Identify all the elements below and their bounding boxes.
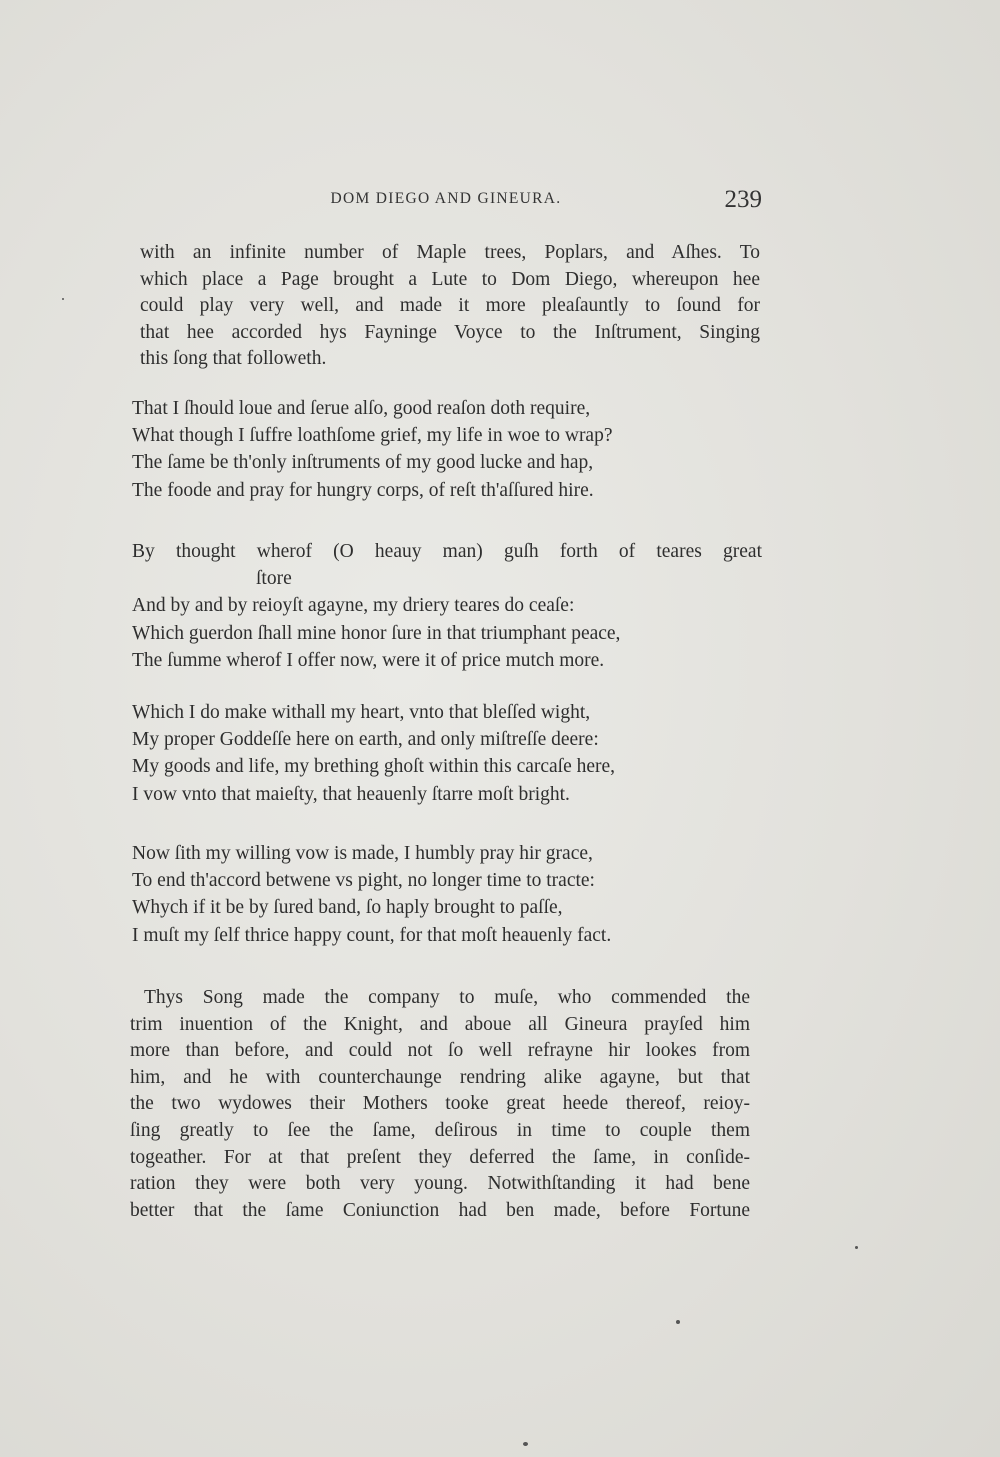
page-number: 239 <box>724 186 762 213</box>
prose-line: better that the ſame Coniunction had ben made, before Fortune <box>130 1199 750 1221</box>
prose-line: him, and he with counterchaunge rendring alike agayne, but that <box>130 1066 750 1088</box>
verse-line: My goods and life, my brething ghoſt within this carcaſe here, <box>132 756 616 778</box>
prose-line: this ſong that followeth. <box>140 348 327 370</box>
song-stanza-3 <box>132 699 762 808</box>
verse-line: Which guerdon ſhall mine honor ſure in that triumphant peace, <box>132 622 621 644</box>
prose-line: that hee accorded hys Fayninge Voyce to the Inſtrument, Singing <box>140 321 760 343</box>
prose-line: which place a Page brought a Lute to Dom Diego, whereupon hee <box>140 268 760 290</box>
prose-line: more than before, and could not ſo well refrayne hir lookes from <box>130 1040 750 1062</box>
verse-line: By thought wherof (O heauy man) guſh forth of teares great <box>132 541 762 562</box>
prose-line: ſing greatly to ſee the ſame, deſirous in time to couple them <box>130 1119 750 1141</box>
paper-speck <box>62 298 64 300</box>
opening-paragraph <box>140 240 760 373</box>
verse-line: That I ſhould loue and ſerue alſo, good reaſon doth require, <box>132 398 591 419</box>
verse-line: I vow vnto that maieſty, that heauenly ſtarre moſt bright. <box>132 783 570 805</box>
verse-line: Whych if it be by ſured band, ſo haply brought to paſſe, <box>132 897 563 919</box>
verse-line: The ſame be th'only inſtruments of my good lucke and hap, <box>132 452 594 474</box>
prose-line: togeather. For at that preſent they deferred the ſame, in conſide- <box>130 1146 750 1168</box>
prose-line: could play very well, and made it more pleaſauntly to ſound for <box>140 295 760 317</box>
song-stanza-2 <box>132 538 762 674</box>
verse-line: Now ſith my willing vow is made, I humbly pray hir grace, <box>132 843 593 864</box>
verse-line: The foode and pray for hungry corps, of reſt th'aſſured hire. <box>132 479 594 501</box>
verse-line: Which I do make withall my heart, vnto that bleſſed wight, <box>132 702 591 723</box>
paper-speck <box>855 1246 858 1249</box>
song-stanza-1 <box>132 395 762 504</box>
running-head: DOM DIEGO AND GINEURA. <box>330 190 562 207</box>
verse-line: What though I ſuffre loathſome grief, my life in woe to wrap? <box>132 425 613 447</box>
closing-paragraph <box>130 985 750 1224</box>
prose-line: the two wydowes their Mothers tooke great heede thereof, reioy- <box>130 1093 750 1115</box>
prose-line: Thys Song made the company to muſe, who commended the <box>144 987 750 1008</box>
paper-speck <box>523 1442 528 1446</box>
song-stanza-4 <box>132 840 762 949</box>
verse-line: The ſumme wherof I offer now, were it of price mutch more. <box>132 649 605 671</box>
page-header <box>130 186 762 226</box>
verse-line: To end th'accord betwene vs pight, no longer time to tracte: <box>132 870 595 892</box>
verse-line: My proper Goddeſſe here on earth, and only miſtreſſe deere: <box>132 729 599 751</box>
prose-line: ration they were both very young. Notwithſtanding it had bene <box>130 1173 750 1195</box>
verse-line: And by and by reioyſt agayne, my driery teares do ceaſe: <box>132 595 575 617</box>
prose-line: with an infinite number of Maple trees, Poplars, and Aſhes. To <box>140 242 760 263</box>
verse-line: I muſt my ſelf thrice happy count, for that moſt heauenly fact. <box>132 924 612 946</box>
prose-line: trim inuention of the Knight, and aboue all Gineura prayſed him <box>130 1013 750 1035</box>
paper-speck <box>676 1320 680 1324</box>
verse-turnover: ſtore <box>256 568 292 590</box>
